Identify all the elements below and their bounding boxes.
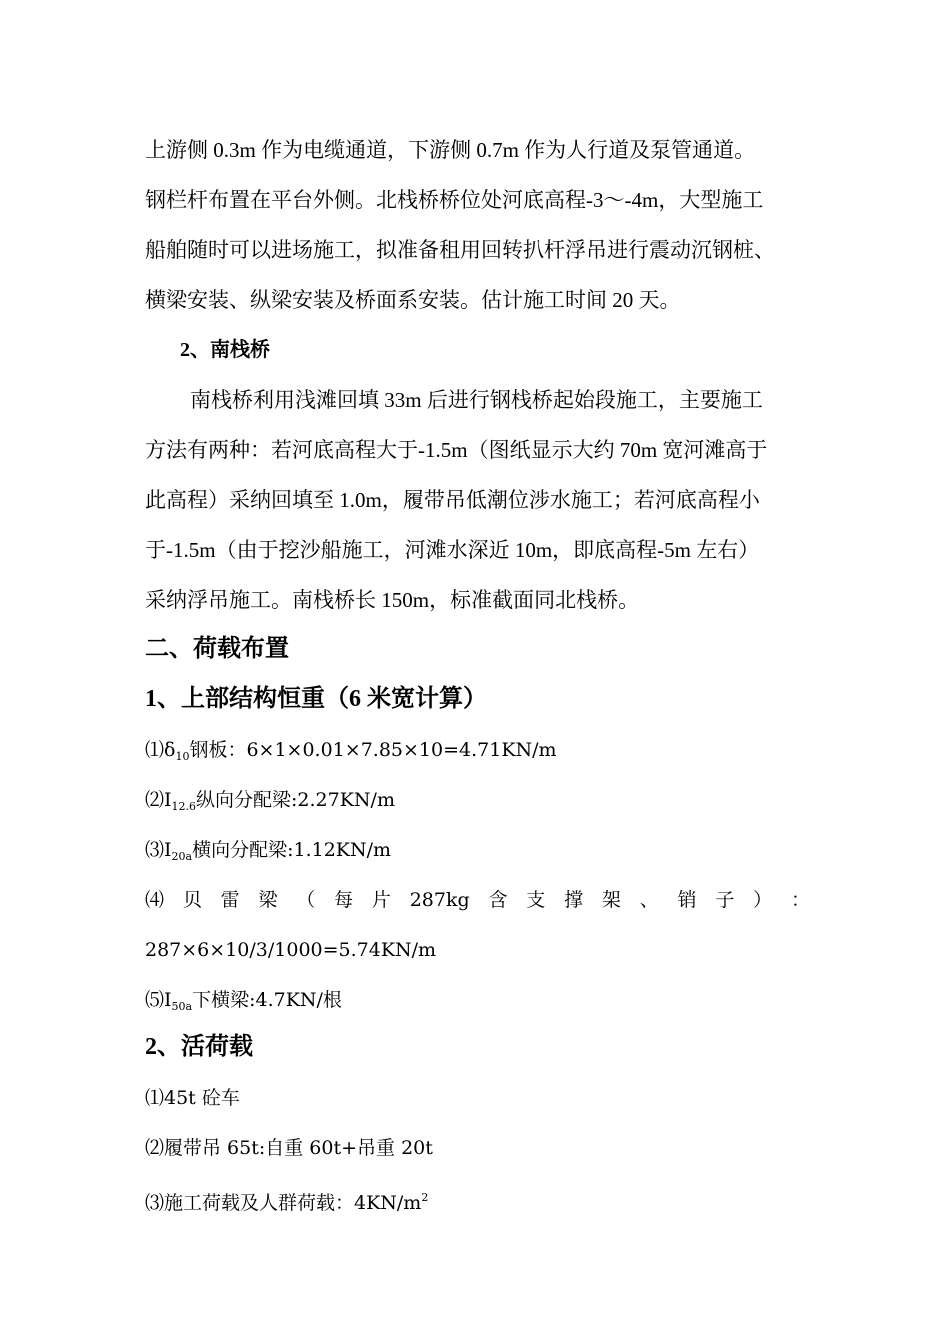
paragraph2-line3: 此高程）采纳回填至 1.0m，履带吊低潮位涉水施工；若河底高程小 [145,488,760,512]
live-item-3 [145,1184,810,1217]
dead-item-4-word: 雷 [220,889,240,911]
paragraph1-line3: 船舶随时可以进场施工，拟准备租用回转扒杆浮吊进行震动沉钢桩、 [145,238,775,262]
dead-item-2-subscript: 12.6 [171,800,197,813]
dead-item-1 [145,736,810,771]
dead-item-2-prefix: ⑵I [145,789,172,811]
dead-item-2-text: 纵向分配梁:2.27KN/m [196,789,395,811]
dead-item-3 [145,836,810,871]
dead-item-4-word: （ [296,889,316,911]
paragraph1-line4: 横梁安装、纵梁安装及桥面系安装。估计施工时间 20 天。 [145,288,681,312]
paragraph2-line2: 方法有两种：若河底高程大于-1.5m（图纸显示大约 70m 宽河滩高于 [145,438,768,462]
dead-item-4-word: 、 [639,889,659,911]
dead-item-1-subscript: 10 [175,750,190,763]
live-item-3-text: ⑶施工荷载及人群荷载：4KN/m [145,1192,422,1214]
dead-item-5-subscript: 50a [171,1000,193,1013]
heading-dead-load: 1、上部结构恒重（6 米宽计算） [145,686,487,712]
paragraph1-line2: 钢栏杆布置在平台外侧。北栈桥桥位处河底高程-3～-4m，大型施工 [145,188,764,212]
dead-item-4-word: 销 [677,889,697,911]
live-item-3-superscript: 2 [421,1191,429,1204]
dead-item-4-word: ： [790,889,810,911]
dead-item-4-word: 贝 [182,889,202,911]
dead-item-4-word: 287kg [409,889,470,911]
dead-item-4-word: 撑 [564,889,584,911]
paragraph2-line1: 南栈桥利用浅滩回填 33m 后进行钢栈桥起始段施工，主要施工 [190,388,763,412]
dead-item-4-word: 梁 [258,889,278,911]
dead-item-4-word: 支 [526,889,546,911]
dead-item-4-word: ⑷ [145,889,165,911]
dead-item-1-prefix: ⑴δ [145,739,176,761]
heading-live-load: 2、活荷载 [145,1034,253,1060]
dead-item-4 [145,886,810,914]
dead-item-4-word: 子 [715,889,735,911]
dead-item-4-word: 架 [601,889,621,911]
dead-item-4-word: ） [753,889,773,911]
live-item-2: ⑵履带吊 65t:自重 60t+吊重 20t [145,1137,433,1159]
dead-item-4-continuation: 287×6×10/3/1000=5.74KN/m [145,939,437,961]
dead-item-2 [145,786,810,821]
dead-item-4-word: 每 [334,889,354,911]
paragraph2-line4: 于-1.5m（由于挖沙船施工，河滩水深近 10m，即底高程-5m 左右） [145,538,760,562]
paragraph2-line5: 采纳浮吊施工。南栈桥长 150m，标准截面同北栈桥。 [145,588,640,612]
subheading-south-trestle: 2、南栈桥 [180,339,270,361]
live-item-1: ⑴45t 砼车 [145,1087,240,1109]
dead-item-1-text: 钢板：6×1×0.01×7.85×10=4.71KN/m [189,739,557,761]
dead-item-5-text: 下横梁:4.7KN/根 [192,989,342,1011]
dead-item-3-prefix: ⑶I [145,839,172,861]
dead-item-4-word: 含 [488,889,508,911]
dead-item-5-prefix: ⑸I [145,989,172,1011]
dead-item-3-text: 横向分配梁:1.12KN/m [192,839,392,861]
heading-load-layout: 二、荷载布置 [145,636,289,662]
dead-item-3-subscript: 20a [171,850,193,863]
dead-item-4-word: 片 [371,889,391,911]
paragraph1-line1: 上游侧 0.3m 作为电缆通道，下游侧 0.7m 作为人行道及泵管通道。 [145,138,756,162]
dead-item-5 [145,986,810,1021]
